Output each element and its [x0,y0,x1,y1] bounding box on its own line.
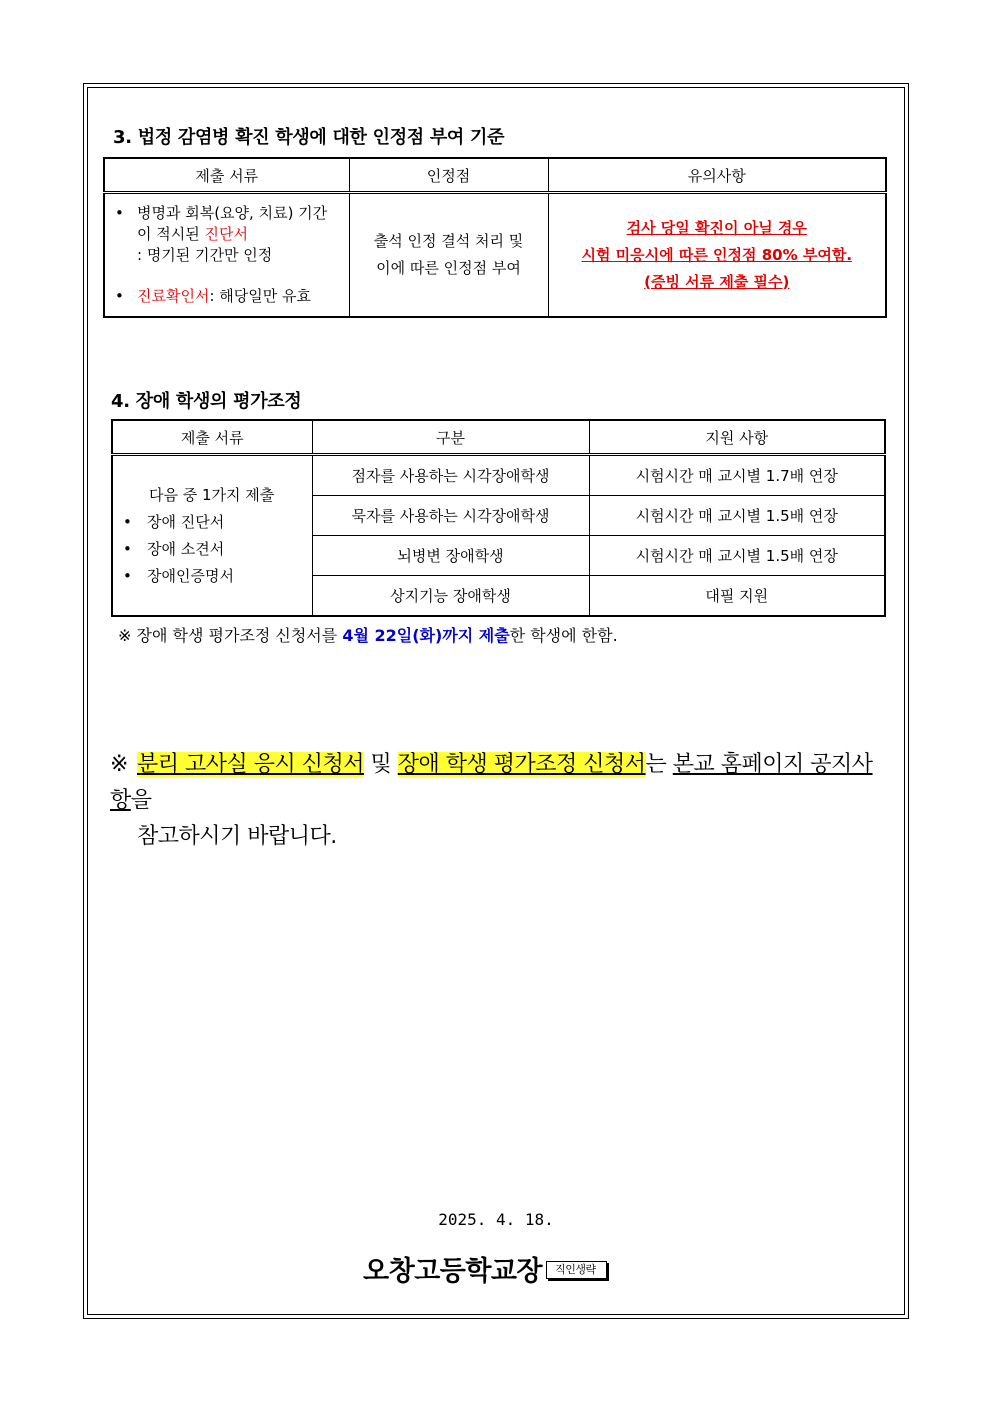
doc-item-confirmation: • 진료확인서: 해당일만 유효 [113,286,343,307]
deadline-emphasis: 4월 22일(화)까지 제출 [342,626,510,645]
section3-heading: 3. 법정 감염병 확진 학생에 대한 인정점 부여 기준 [113,127,505,148]
header-points: 인정점 [349,158,548,193]
confirmation-red: 진료확인서 [137,287,210,305]
support-cell: 시험시간 매 교시별 1.7배 연장 [589,455,885,496]
notes-cell: 검사 당일 확진이 아닐 경우 시험 미응시에 따른 인정점 80% 부여함. (증빙 서류 제출 필수) [548,193,886,318]
doc-item: • 장애 소견서 [121,536,312,563]
disability-footnote: ※ 장애 학생 평가조정 신청서를 4월 22일(화)까지 제출한 학생에 한함. [118,626,618,645]
homepage-notice: ※ 분리 고사실 응시 신청서 및 장애 학생 평가조정 신청서는 본교 홈페이지 공지사항을 참고하시기 바랍니다. [110,752,873,849]
support-cell: 시험시간 매 교시별 1.5배 연장 [589,536,885,576]
disability-adjustment-table [111,419,886,617]
issue-date: 2025. 4. 18. [438,1210,554,1229]
infection-criteria-table [103,157,887,318]
category-cell: 뇌병변 장애학생 [312,536,589,576]
support-cell: 대필 지원 [589,576,885,617]
category-cell: 묵자를 사용하는 시각장애학생 [312,496,589,536]
homepage-notice-link-text: 본교 홈페이지 공지사항 [110,752,873,813]
header-documents: 제출 서류 [112,420,312,455]
doc-item: • 장애인증명서 [121,563,312,590]
support-cell: 시험시간 매 교시별 1.5배 연장 [589,496,885,536]
doc-item: • 장애 진단서 [121,509,312,536]
seal-omitted-box: 직인생략 [546,1261,607,1279]
highlight-adjustment-form: 장애 학생 평가조정 신청서 [397,752,646,777]
school-principal: 오창고등학교장 [363,1256,543,1287]
points-cell: 출석 인정 결석 처리 및 이에 따른 인정점 부여 [349,193,548,318]
header-category: 구분 [312,420,589,455]
header-notes: 유의사항 [548,158,886,193]
category-cell: 상지기능 장애학생 [312,576,589,617]
section4-heading: 4. 장애 학생의 평가조정 [111,391,302,412]
disability-documents-cell: 다음 중 1가지 제출 • 장애 진단서 • 장애 소견서 • 장애인증명서 [112,455,312,617]
highlight-separate-room-form: 분리 고사실 응시 신청서 [137,752,365,777]
header-support: 지원 사항 [589,420,885,455]
doc-item-diagnosis: • 병명과 회복(요양, 치료) 기간 이 적시된 진단서 : 명기된 기간만 인정 [113,203,343,266]
diagnosis-red: 진단서 [204,225,248,243]
category-cell: 점자를 사용하는 시각장애학생 [312,455,589,496]
documents-cell [104,193,349,318]
signature-line [363,1249,607,1288]
header-documents: 제출 서류 [104,158,349,193]
